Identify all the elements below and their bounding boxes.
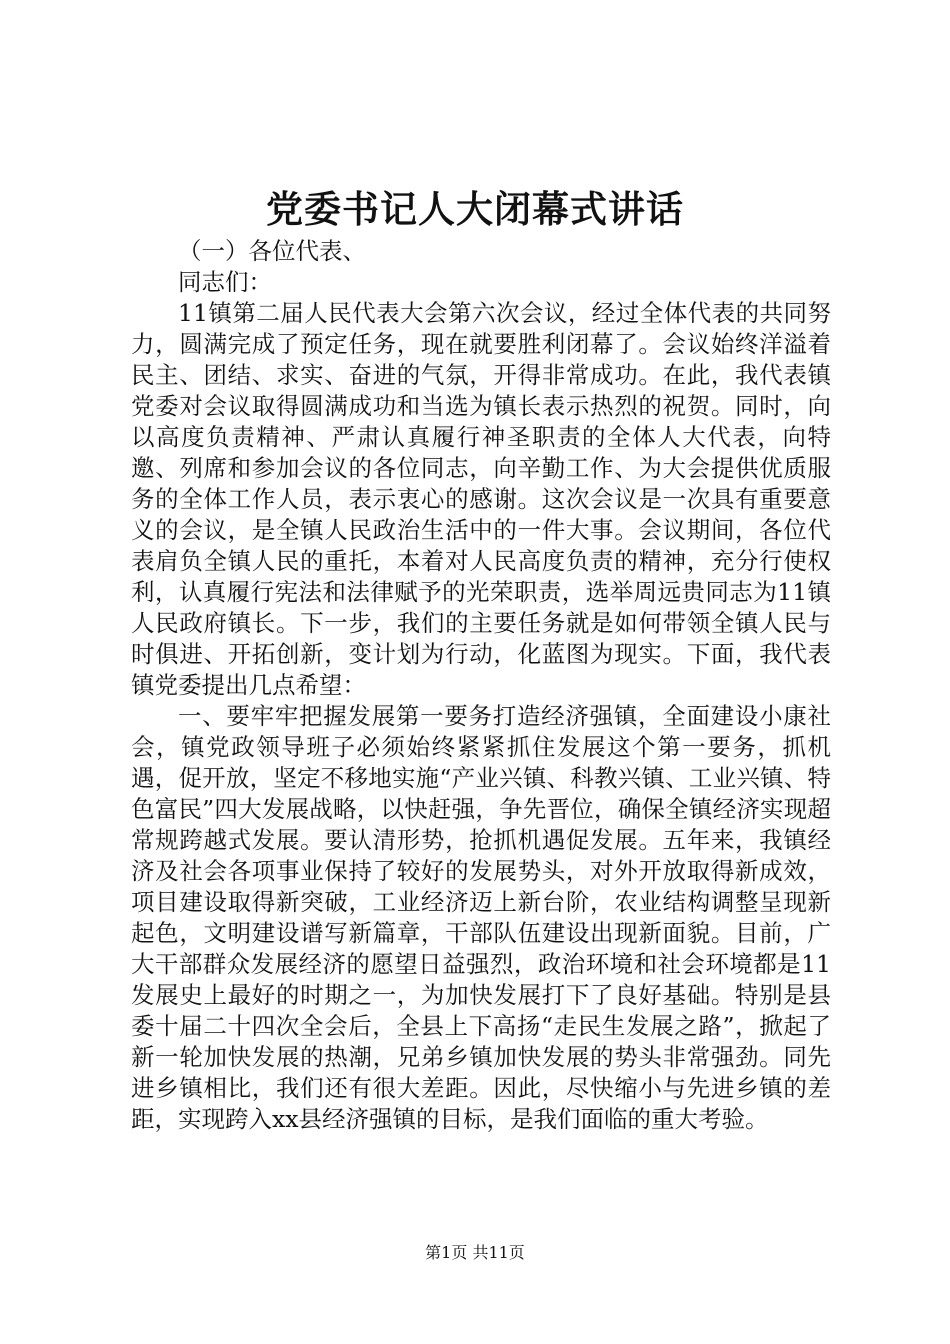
- page-footer: 第1页 共11页: [425, 1243, 525, 1262]
- document-title: 党委书记人大闭幕式讲话: [266, 187, 684, 231]
- salutation-line-2: 同志们：: [178, 268, 272, 296]
- document-body: [131, 236, 831, 1135]
- paragraph-point-one: 一、要牢牢把握发展第一要务打造经济强镇，全面建设小康社会，镇党政领导班子必须始终紧紧抓住发展这个第一要务，抓机遇，促开放，坚定不移地实施“产业兴镇、科教兴镇、工业兴镇、特色富民”四大发展战略，以快赶强，争先晋位，确保全镇经济实现超常规跨越式发展。要认清形势，抢抓机遇促发展。五年来，我镇经济及社会各项事业保持了较好的发展势头，对外开放取得新成效，项目建设取得新突破，工业经济迈上新台阶，农业结构调整呈现新起色，文明建设谱写新篇章，干部队伍建设出现新面貌。目前，广大干部群众发展经济的愿望日益强烈，政治环境和社会环境都是11发展史上最好的时期之一，为加快发展打下了良好基础。特别是县委十届二十四次全会后，全县上下高扬“走民生发展之路”，掀起了新一轮加快发展的热潮，兄弟乡镇加快发展的势头非常强劲。同先进乡镇相比，我们还有很大差距。因此，尽快缩小与先进乡镇的差距，实现跨入xx县经济强镇的目标，是我们面临的重大考验。: [131, 702, 831, 1133]
- paragraph-opening: 11镇第二届人民代表大会第六次会议，经过全体代表的共同努力，圆满完成了预定任务，现在就要胜利闭幕了。会议始终洋溢着民主、团结、求实、奋进的气氛，开得非常成功。在此，我代表镇党委对会议取得圆满成功和当选为镇长表示热烈的祝贺。同时，向以高度负责精神、严肃认真履行神圣职责的全体人大代表，向特邀、列席和参加会议的各位同志，向辛勤工作、为大会提供优质服务的全体工作人员，表示衷心的感谢。这次会议是一次具有重要意义的会议，是全镇人民政治生活中的一件大事。会议期间，各位代表肩负全镇人民的重托，本着对人民高度负责的精神，充分行使权利，认真履行宪法和法律赋予的光荣职责，选举周远贵同志为11镇人民政府镇长。下一步，我们的主要任务就是如何带领全镇人民与时俱进、开拓创新，变计划为行动，化蓝图为现实。下面，我代表镇党委提出几点希望：: [131, 299, 831, 699]
- salutation-line-1: （一）各位代表、: [178, 237, 366, 265]
